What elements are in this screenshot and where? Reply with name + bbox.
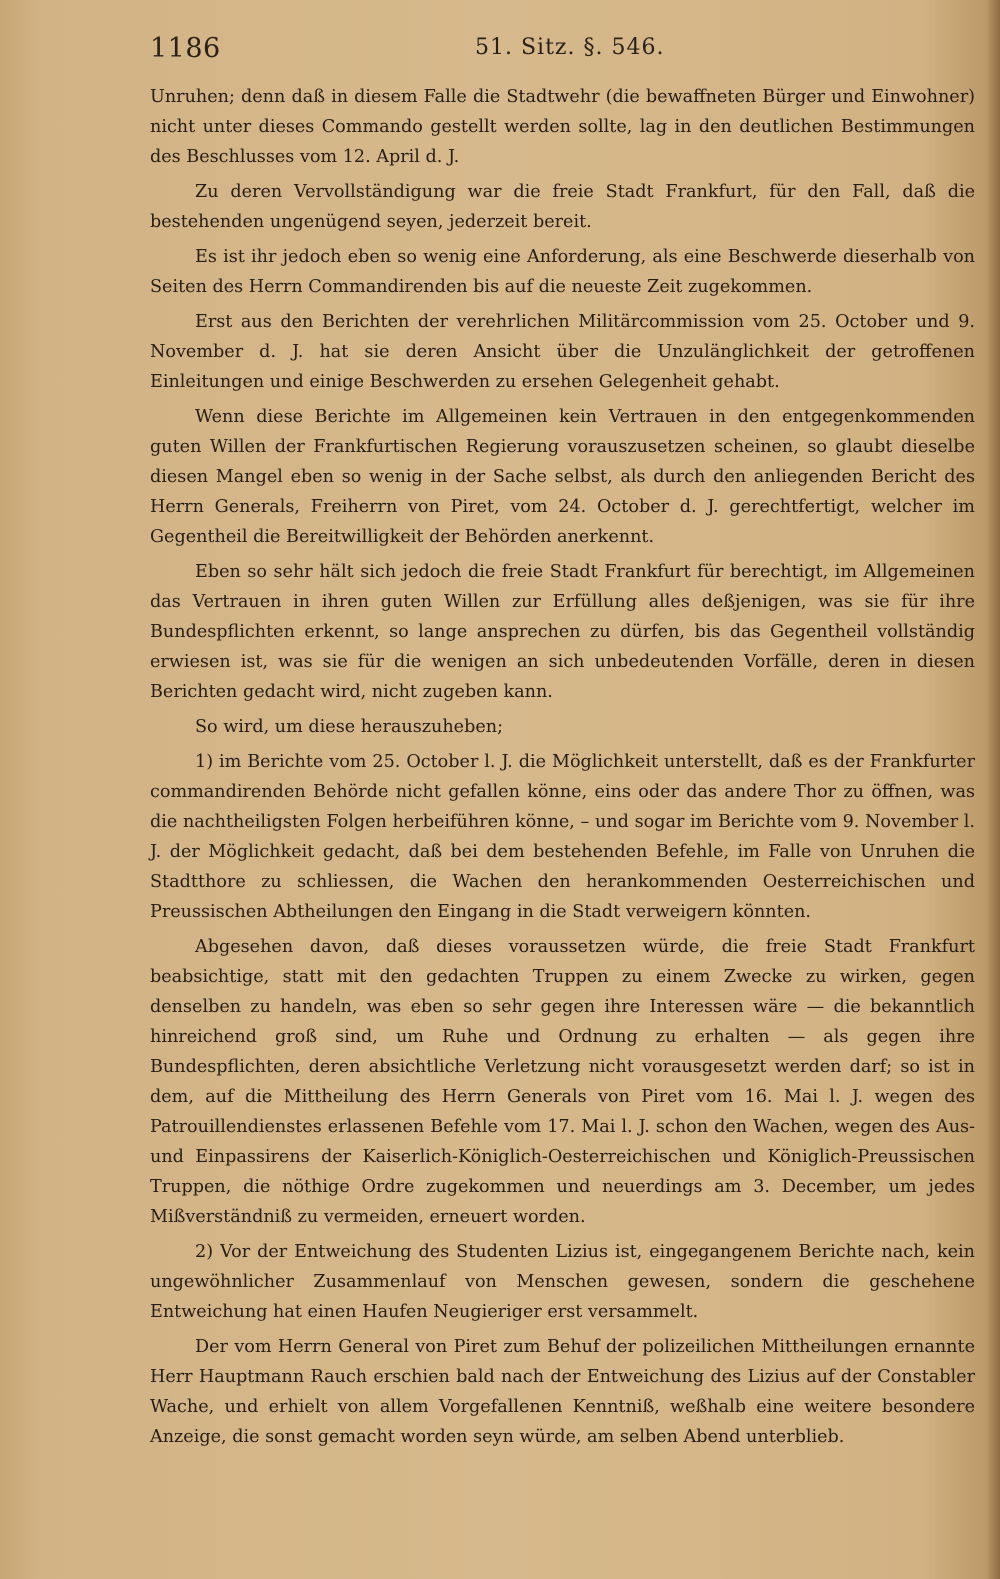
paragraph: Es ist ihr jedoch eben so wenig eine Anforderung, als eine Beschwerde dieserhalb von Seiten des Herrn Commandirenden bis auf die neueste Zeit zugekommen. — [150, 247, 975, 297]
paragraph: Zu deren Vervollständigung war die freie Stadt Frankfurt, für den Fall, daß die bestehenden ungenügend seyen, jederzeit bereit. — [150, 182, 975, 232]
paragraph: Erst aus den Berichten der verehrlichen Militärcommission vom 25. October und 9. November d. J. hat sie deren Ansicht über die Unzulänglichkeit der getroffenen Einleitungen und einige Beschwerden zu ersehen Gelegenheit gehabt. — [150, 312, 975, 392]
page-header — [150, 33, 850, 73]
paragraph: Eben so sehr hält sich jedoch die freie Stadt Frankfurt für berechtigt, im Allgemeinen das Vertrauen in ihren guten Willen zur Erfüllung alles deßjenigen, was sie für ihre Bundespflichten erkennt, so lange ansprechen zu dürfen, bis das Gegentheil vollständig erwiesen ist, was sie für die wenigen an sich unbedeutenden Vorfälle, deren in diesen Berichten gedacht wird, nicht zugeben kann. — [150, 562, 975, 702]
paragraph: Der vom Herrn General von Piret zum Behuf der polizeilichen Mittheilungen ernannte Herr Hauptmann Rauch erschien bald nach der Entweichung des Lizius auf der Constabler Wache, und erhielt von allem Vorgefallenen Kenntniß, weßhalb eine weitere besondere Anzeige, die sonst gemacht worden seyn würde, am selben Abend unterblieb. — [150, 1337, 975, 1447]
body-text — [150, 82, 975, 1457]
running-head: 51. Sitz. §. 546. — [475, 35, 665, 60]
paragraph: So wird, um diese herauszuheben; — [195, 717, 504, 737]
page-number: 1186 — [150, 33, 221, 64]
paragraph: Wenn diese Berichte im Allgemeinen kein Vertrauen in den entgegenkommenden guten Willen der Frankfurtischen Regierung vorauszusetzen scheinen, so glaubt dieselbe diesen Mangel eben so wenig in der Sache selbst, als durch den anliegenden Bericht des Herrn Generals, Freiherrn von Piret, vom 24. October d. J. gerechtfertigt, welcher im Gegentheil die Bereitwilligkeit der Behörden anerkennt. — [150, 407, 975, 547]
paragraph: Abgesehen davon, daß dieses voraussetzen würde, die freie Stadt Frankfurt beabsichtige, statt mit den gedachten Truppen zu einem Zwecke zu wirken, gegen denselben zu handeln, was eben so sehr gegen ihre Interessen wäre — die bekanntlich hinreichend groß sind, um Ruhe und Ordnung zu erhalten — als gegen ihre Bundespflichten, deren absichtliche Verletzung nicht vorausgesetzt werden darf; so ist in dem, auf die Mittheilung des Herrn Generals von Piret vom 16. Mai l. J. wegen des Patrouillendienstes erlassenen Befehle vom 17. Mai l. J. schon den Wachen, wegen des Aus- und Einpassirens der Kaiserlich-Königlich-Oesterreichischen und Königlich-Preussischen Truppen, die nöthige Ordre zugekommen und neuerdings am 3. December, um jedes Mißverständniß zu vermeiden, erneuert worden. — [150, 937, 975, 1227]
paragraph: 2) Vor der Entweichung des Studenten Lizius ist, eingegangenem Berichte nach, kein ungewöhnlicher Zusammenlauf von Menschen gewesen, sondern die geschehene Entweichung hat einen Haufen Neugieriger erst versammelt. — [150, 1242, 975, 1322]
paragraph: 1) im Berichte vom 25. October l. J. die Möglichkeit unterstellt, daß es der Frankfurter commandirenden Behörde nicht gefallen könne, eins oder das andere Thor zu öffnen, was die nachtheiligsten Folgen herbeiführen könne, – und sogar im Berichte vom 9. November l. J. der Möglichkeit gedacht, daß bei dem bestehenden Befehle, im Falle von Unruhen die Stadtthore zu schliessen, die Wachen den herankommenden Oesterreichischen und Preussischen Abtheilungen den Eingang in die Stadt verweigern könnten. — [150, 752, 975, 922]
page-gutter-shadow — [986, 0, 1000, 1579]
paragraph: Unruhen; denn daß in diesem Falle die Stadtwehr (die bewaffneten Bürger und Einwohner) nicht unter dieses Commando gestellt werden sollte, lag in den deutlichen Bestimmungen des Beschlusses vom 12. April d. J. — [150, 87, 975, 167]
